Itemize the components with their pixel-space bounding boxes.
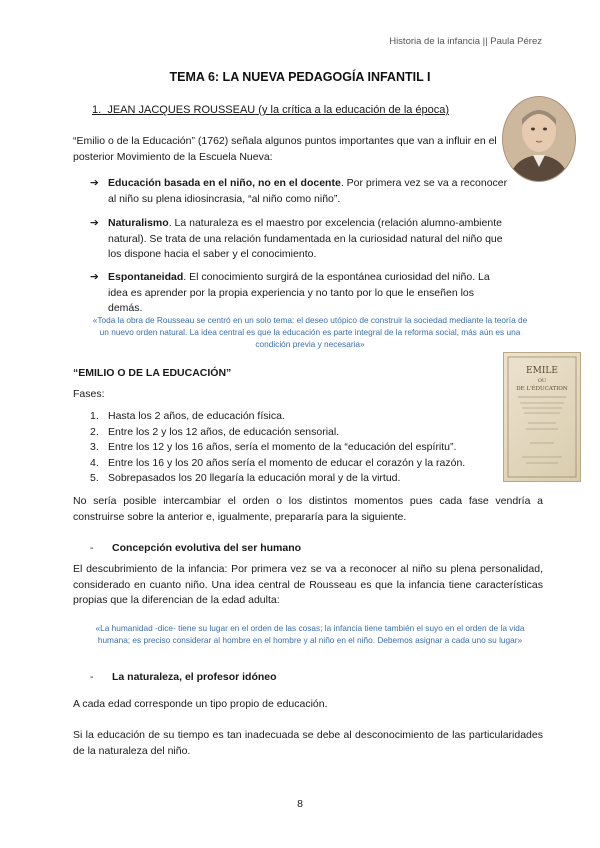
book-title-line: DE L'ÉDUCATION: [516, 386, 568, 392]
running-header: Historia de la infancia || Paula Pérez: [389, 36, 542, 47]
emile-book-cover-image: [503, 352, 581, 482]
humanidad-quote: «La humanidad -dice- tiene su lugar en el orden de las cosas; la infancia tiene también el suyo en el orden de la vida humana; es preciso considerar al hombre en el hombre y al niño en el niño. Debemos asignar a cada uno su lugar»: [95, 623, 525, 645]
bullet-heading: Educación basada en el niño, no en el docente: [108, 177, 341, 189]
intro-paragraph: “Emilio o de la Educación” (1762) señala algunos puntos importantes que van a influir en el posterior Movimiento de la Escuela Nueva:: [73, 135, 497, 163]
dash-bullet: -: [90, 542, 94, 554]
bullet-item: [90, 216, 510, 263]
list-item: 2. Entre los 2 y los 12 años, de educación sensorial.: [90, 425, 340, 438]
page-number: 8: [297, 798, 303, 810]
descubrimiento-paragraph: El descubrimiento de la infancia: Por primera vez se va a reconocer al niño su plena personalidad, considerado en cuanto niño. Una idea central de Rousseau es que la infancia tiene características propias que la diferencian de la edad adulta:: [73, 563, 543, 606]
bullet-text: . Por primera vez se va a reconocer al niño su plena idiosincrasia, “al niño como niño”.: [108, 177, 508, 205]
bullet-item: [90, 176, 510, 207]
subheading-naturaleza: - La naturaleza, el profesor idóneo: [90, 671, 277, 683]
arrow-icon: ➔: [90, 217, 99, 229]
list-item: 4. Entre los 16 y los 20 años sería el momento de educar el corazón y la razón.: [90, 456, 466, 469]
bullet-text: . La naturaleza es el maestro por excelencia (relación alumno-ambiente natural). Se trata de una relación fundamentada en la curiosidad natural del niño que los dispone hacia el saber y el conocimiento.: [108, 217, 503, 260]
rousseau-quote: «Toda la obra de Rousseau se centró en un solo tema: el deseo utópico de construir la sociedad mediante la teoría de un nuevo orden natural. La idea central es que la educación es parte integral de la reforma social, más aún es una condición previa y necesaria»: [92, 315, 528, 349]
edad-paragraph: A cada edad corresponde un tipo propio de educación.: [73, 698, 328, 710]
list-item: 3. Entre los 12 y los 16 años, sería el momento de la “educación del espíritu”.: [90, 441, 457, 453]
fases-list: [90, 409, 510, 487]
fases-label: Fases:: [73, 388, 105, 400]
bullet-heading: Espontaneidad: [108, 271, 184, 283]
book-title-line: EMILE: [526, 366, 558, 376]
list-item: 5. Sobrepasados los 20 llegaría la educación moral y de la virtud.: [90, 472, 401, 484]
bullet-heading: Naturalismo: [108, 217, 169, 229]
bullet-text: . El conocimiento surgirá de la espontánea curiosidad del niño. La idea es aprender por la propia experiencia y no tanto por lo que le enseñen los demás.: [108, 271, 490, 314]
page-title: TEMA 6: LA NUEVA PEDAGOGÍA INFANTIL I: [169, 70, 431, 84]
arrow-icon: ➔: [90, 177, 99, 189]
bullet-item: [90, 270, 510, 317]
section-name: JEAN JACQUES ROUSSEAU: [107, 104, 256, 116]
orden-paragraph: No sería posible intercambiar el orden o los distintos momentos pues cada fase vendría a construirse sobre la anterior e, igualmente, prepararía para la siguiente.: [73, 495, 543, 523]
section-heading-rousseau: [92, 104, 449, 116]
arrow-icon: ➔: [90, 271, 99, 283]
subheading-concepcion: - Concepción evolutiva del ser humano: [90, 542, 302, 554]
book-title-line: OU: [537, 378, 547, 384]
list-item: 1. Hasta los 2 años, de educación física.: [90, 410, 285, 422]
rousseau-portrait-image: [502, 96, 576, 182]
emilio-heading: “EMILIO O DE LA EDUCACIÓN”: [73, 367, 232, 379]
section-subtitle: (y la crítica a la educación de la época): [258, 104, 450, 116]
section-number: 1.: [92, 104, 102, 116]
tiempo-paragraph: Si la educación de su tiempo es tan inadecuada se debe al desconocimiento de las particularidades de la naturaleza del niño.: [73, 729, 543, 757]
dash-bullet: -: [90, 671, 94, 683]
